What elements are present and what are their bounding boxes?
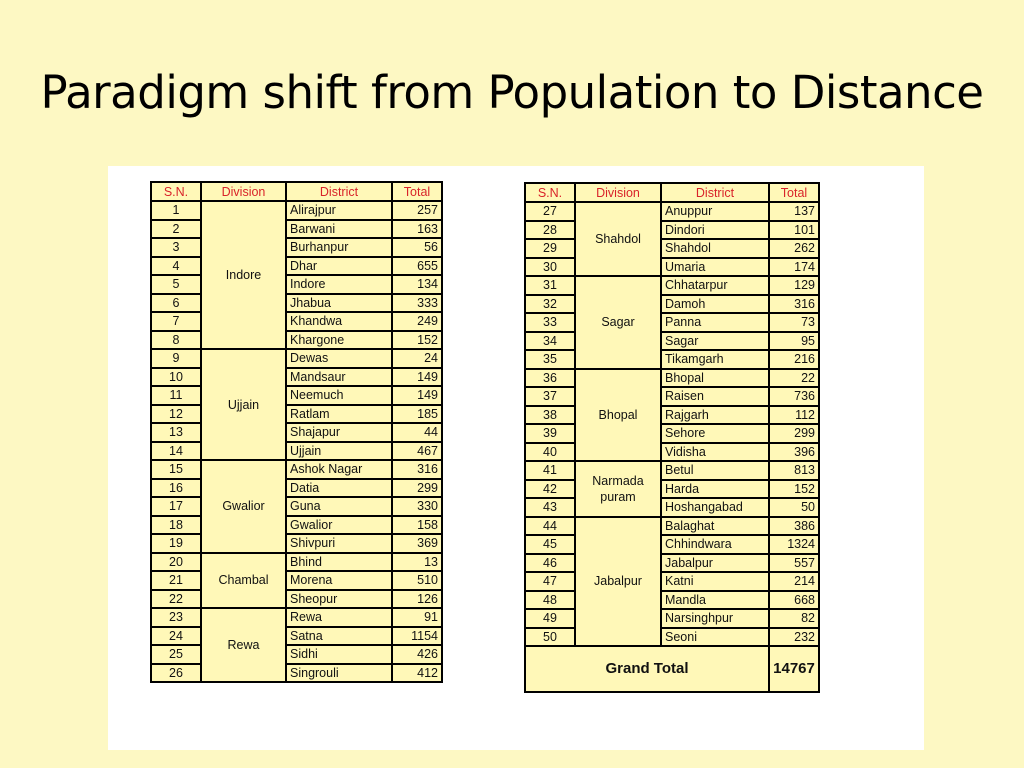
total-cell: 369 xyxy=(392,534,442,553)
sn-cell: 9 xyxy=(151,349,201,368)
total-cell: 426 xyxy=(392,645,442,664)
total-cell: 95 xyxy=(769,332,819,351)
district-cell: Katni xyxy=(661,572,769,591)
total-cell: 813 xyxy=(769,461,819,480)
total-cell: 299 xyxy=(769,424,819,443)
total-cell: 126 xyxy=(392,590,442,609)
table-row xyxy=(525,498,819,517)
district-cell: Jabalpur xyxy=(661,554,769,573)
district-cell: Mandla xyxy=(661,591,769,610)
sn-cell: 16 xyxy=(151,479,201,498)
total-cell: 316 xyxy=(769,295,819,314)
sn-cell: 18 xyxy=(151,516,201,535)
sn-cell: 29 xyxy=(525,239,575,258)
district-table-left xyxy=(150,181,443,683)
table-row xyxy=(525,591,819,610)
district-cell: Shajapur xyxy=(286,423,392,442)
sn-cell: 26 xyxy=(151,664,201,683)
district-cell: Burhanpur xyxy=(286,238,392,257)
sn-cell: 14 xyxy=(151,442,201,461)
table-row xyxy=(525,258,819,277)
district-cell: Hoshangabad xyxy=(661,498,769,517)
district-cell: Guna xyxy=(286,497,392,516)
table-row xyxy=(525,350,819,369)
sn-cell: 34 xyxy=(525,332,575,351)
sn-cell: 36 xyxy=(525,369,575,388)
sn-cell: 39 xyxy=(525,424,575,443)
table-row xyxy=(525,572,819,591)
district-cell: Khandwa xyxy=(286,312,392,331)
table-row xyxy=(525,387,819,406)
total-cell: 73 xyxy=(769,313,819,332)
sn-cell: 43 xyxy=(525,498,575,517)
district-cell: Barwani xyxy=(286,220,392,239)
table-row xyxy=(525,202,819,221)
table-panel xyxy=(108,166,924,750)
district-cell: Narsinghpur xyxy=(661,609,769,628)
district-table-right xyxy=(524,182,820,693)
total-cell: 158 xyxy=(392,516,442,535)
table-row xyxy=(525,424,819,443)
division-cell: Chambal xyxy=(201,553,286,609)
district-cell: Sagar xyxy=(661,332,769,351)
sn-cell: 17 xyxy=(151,497,201,516)
district-cell: Ashok Nagar xyxy=(286,460,392,479)
district-cell: Dindori xyxy=(661,221,769,240)
district-cell: Umaria xyxy=(661,258,769,277)
district-cell: Sehore xyxy=(661,424,769,443)
table-row xyxy=(151,497,442,516)
total-cell: 22 xyxy=(769,369,819,388)
total-cell: 262 xyxy=(769,239,819,258)
sn-cell: 31 xyxy=(525,276,575,295)
sn-cell: 27 xyxy=(525,202,575,221)
division-cell: Narmada puram xyxy=(575,461,661,517)
total-cell: 152 xyxy=(392,331,442,350)
total-cell: 134 xyxy=(392,275,442,294)
table-row xyxy=(151,405,442,424)
total-cell: 91 xyxy=(392,608,442,627)
total-cell: 149 xyxy=(392,368,442,387)
sn-cell: 48 xyxy=(525,591,575,610)
table-body-left xyxy=(151,201,442,682)
table-row xyxy=(525,332,819,351)
table-row xyxy=(151,608,442,627)
district-cell: Dhar xyxy=(286,257,392,276)
sn-cell: 32 xyxy=(525,295,575,314)
total-cell: 149 xyxy=(392,386,442,405)
total-cell: 1154 xyxy=(392,627,442,646)
table-row xyxy=(151,331,442,350)
table-row xyxy=(525,609,819,628)
table-row xyxy=(151,442,442,461)
total-cell: 101 xyxy=(769,221,819,240)
table-row xyxy=(151,479,442,498)
sn-cell: 15 xyxy=(151,460,201,479)
division-cell: Indore xyxy=(201,201,286,349)
table-header-row xyxy=(525,183,819,202)
district-cell: Ratlam xyxy=(286,405,392,424)
district-cell: Ujjain xyxy=(286,442,392,461)
district-cell: Sheopur xyxy=(286,590,392,609)
district-cell: Bhind xyxy=(286,553,392,572)
sn-cell: 11 xyxy=(151,386,201,405)
total-cell: 185 xyxy=(392,405,442,424)
total-cell: 668 xyxy=(769,591,819,610)
header-total: Total xyxy=(769,183,819,202)
total-cell: 56 xyxy=(392,238,442,257)
district-cell: Morena xyxy=(286,571,392,590)
table-row xyxy=(525,535,819,554)
total-cell: 396 xyxy=(769,443,819,462)
sn-cell: 38 xyxy=(525,406,575,425)
total-cell: 214 xyxy=(769,572,819,591)
total-cell: 557 xyxy=(769,554,819,573)
division-cell: Sagar xyxy=(575,276,661,369)
district-cell: Alirajpur xyxy=(286,201,392,220)
header-district: District xyxy=(286,182,392,201)
table-row xyxy=(151,516,442,535)
sn-cell: 1 xyxy=(151,201,201,220)
table-row xyxy=(151,571,442,590)
sn-cell: 21 xyxy=(151,571,201,590)
total-cell: 510 xyxy=(392,571,442,590)
division-cell: Ujjain xyxy=(201,349,286,460)
division-cell: Gwalior xyxy=(201,460,286,553)
grand-total-label: Grand Total xyxy=(525,646,769,692)
sn-cell: 33 xyxy=(525,313,575,332)
table-row xyxy=(525,313,819,332)
sn-cell: 7 xyxy=(151,312,201,331)
table-row xyxy=(151,368,442,387)
district-cell: Harda xyxy=(661,480,769,499)
grand-total-row xyxy=(525,646,819,692)
sn-cell: 24 xyxy=(151,627,201,646)
district-cell: Chhatarpur xyxy=(661,276,769,295)
division-cell: Shahdol xyxy=(575,202,661,276)
table-row xyxy=(525,461,819,480)
district-cell: Vidisha xyxy=(661,443,769,462)
table-row xyxy=(151,275,442,294)
grand-total-value: 14767 xyxy=(769,646,819,692)
total-cell: 299 xyxy=(392,479,442,498)
table-row xyxy=(151,423,442,442)
district-cell: Anuppur xyxy=(661,202,769,221)
total-cell: 82 xyxy=(769,609,819,628)
district-cell: Singrouli xyxy=(286,664,392,683)
table-row xyxy=(151,460,442,479)
total-cell: 163 xyxy=(392,220,442,239)
header-division: Division xyxy=(575,183,661,202)
table-row xyxy=(151,664,442,683)
header-total: Total xyxy=(392,182,442,201)
total-cell: 412 xyxy=(392,664,442,683)
district-cell: Jhabua xyxy=(286,294,392,313)
total-cell: 50 xyxy=(769,498,819,517)
sn-cell: 46 xyxy=(525,554,575,573)
table-row xyxy=(525,443,819,462)
total-cell: 330 xyxy=(392,497,442,516)
table-row xyxy=(525,517,819,536)
table-row xyxy=(151,312,442,331)
sn-cell: 5 xyxy=(151,275,201,294)
district-cell: Neemuch xyxy=(286,386,392,405)
district-cell: Raisen xyxy=(661,387,769,406)
division-cell: Rewa xyxy=(201,608,286,682)
district-cell: Sidhi xyxy=(286,645,392,664)
header-division: Division xyxy=(201,182,286,201)
district-cell: Indore xyxy=(286,275,392,294)
sn-cell: 19 xyxy=(151,534,201,553)
district-cell: Khargone xyxy=(286,331,392,350)
table-row xyxy=(525,295,819,314)
sn-cell: 37 xyxy=(525,387,575,406)
district-cell: Chhindwara xyxy=(661,535,769,554)
slide-title: Paradigm shift from Population to Distance xyxy=(40,66,984,119)
district-cell: Panna xyxy=(661,313,769,332)
sn-cell: 30 xyxy=(525,258,575,277)
sn-cell: 35 xyxy=(525,350,575,369)
district-cell: Bhopal xyxy=(661,369,769,388)
district-cell: Seoni xyxy=(661,628,769,647)
sn-cell: 41 xyxy=(525,461,575,480)
district-cell: Betul xyxy=(661,461,769,480)
district-cell: Satna xyxy=(286,627,392,646)
total-cell: 13 xyxy=(392,553,442,572)
total-cell: 152 xyxy=(769,480,819,499)
district-cell: Rewa xyxy=(286,608,392,627)
total-cell: 333 xyxy=(392,294,442,313)
table-row xyxy=(525,406,819,425)
total-cell: 44 xyxy=(392,423,442,442)
table-row xyxy=(151,257,442,276)
total-cell: 174 xyxy=(769,258,819,277)
table-row xyxy=(525,239,819,258)
table-row xyxy=(151,238,442,257)
sn-cell: 20 xyxy=(151,553,201,572)
total-cell: 129 xyxy=(769,276,819,295)
total-cell: 232 xyxy=(769,628,819,647)
sn-cell: 8 xyxy=(151,331,201,350)
sn-cell: 13 xyxy=(151,423,201,442)
table-row xyxy=(151,220,442,239)
total-cell: 257 xyxy=(392,201,442,220)
sn-cell: 28 xyxy=(525,221,575,240)
district-cell: Tikamgarh xyxy=(661,350,769,369)
division-cell: Bhopal xyxy=(575,369,661,462)
district-cell: Gwalior xyxy=(286,516,392,535)
district-cell: Balaghat xyxy=(661,517,769,536)
table-row xyxy=(525,554,819,573)
total-cell: 24 xyxy=(392,349,442,368)
header-district: District xyxy=(661,183,769,202)
district-cell: Mandsaur xyxy=(286,368,392,387)
table-header-row xyxy=(151,182,442,201)
table-row xyxy=(525,628,819,647)
sn-cell: 4 xyxy=(151,257,201,276)
sn-cell: 44 xyxy=(525,517,575,536)
total-cell: 216 xyxy=(769,350,819,369)
sn-cell: 10 xyxy=(151,368,201,387)
table-row xyxy=(151,553,442,572)
table-row xyxy=(151,201,442,220)
district-cell: Datia xyxy=(286,479,392,498)
total-cell: 655 xyxy=(392,257,442,276)
district-cell: Shahdol xyxy=(661,239,769,258)
district-cell: Damoh xyxy=(661,295,769,314)
header-sn: S.N. xyxy=(151,182,201,201)
sn-cell: 25 xyxy=(151,645,201,664)
table-row xyxy=(151,386,442,405)
total-cell: 137 xyxy=(769,202,819,221)
sn-cell: 3 xyxy=(151,238,201,257)
table-row xyxy=(525,369,819,388)
table-row xyxy=(525,221,819,240)
table-row xyxy=(525,276,819,295)
total-cell: 112 xyxy=(769,406,819,425)
total-cell: 736 xyxy=(769,387,819,406)
district-cell: Rajgarh xyxy=(661,406,769,425)
table-body-right xyxy=(525,202,819,646)
total-cell: 316 xyxy=(392,460,442,479)
sn-cell: 40 xyxy=(525,443,575,462)
header-sn: S.N. xyxy=(525,183,575,202)
sn-cell: 12 xyxy=(151,405,201,424)
sn-cell: 50 xyxy=(525,628,575,647)
sn-cell: 47 xyxy=(525,572,575,591)
total-cell: 1324 xyxy=(769,535,819,554)
table-row xyxy=(151,349,442,368)
sn-cell: 49 xyxy=(525,609,575,628)
table-row xyxy=(151,534,442,553)
sn-cell: 23 xyxy=(151,608,201,627)
table-row xyxy=(151,627,442,646)
table-row xyxy=(151,590,442,609)
sn-cell: 2 xyxy=(151,220,201,239)
sn-cell: 42 xyxy=(525,480,575,499)
division-cell: Jabalpur xyxy=(575,517,661,647)
sn-cell: 6 xyxy=(151,294,201,313)
table-row xyxy=(525,480,819,499)
district-cell: Dewas xyxy=(286,349,392,368)
total-cell: 386 xyxy=(769,517,819,536)
district-cell: Shivpuri xyxy=(286,534,392,553)
sn-cell: 45 xyxy=(525,535,575,554)
total-cell: 467 xyxy=(392,442,442,461)
table-row xyxy=(151,645,442,664)
table-row xyxy=(151,294,442,313)
total-cell: 249 xyxy=(392,312,442,331)
sn-cell: 22 xyxy=(151,590,201,609)
